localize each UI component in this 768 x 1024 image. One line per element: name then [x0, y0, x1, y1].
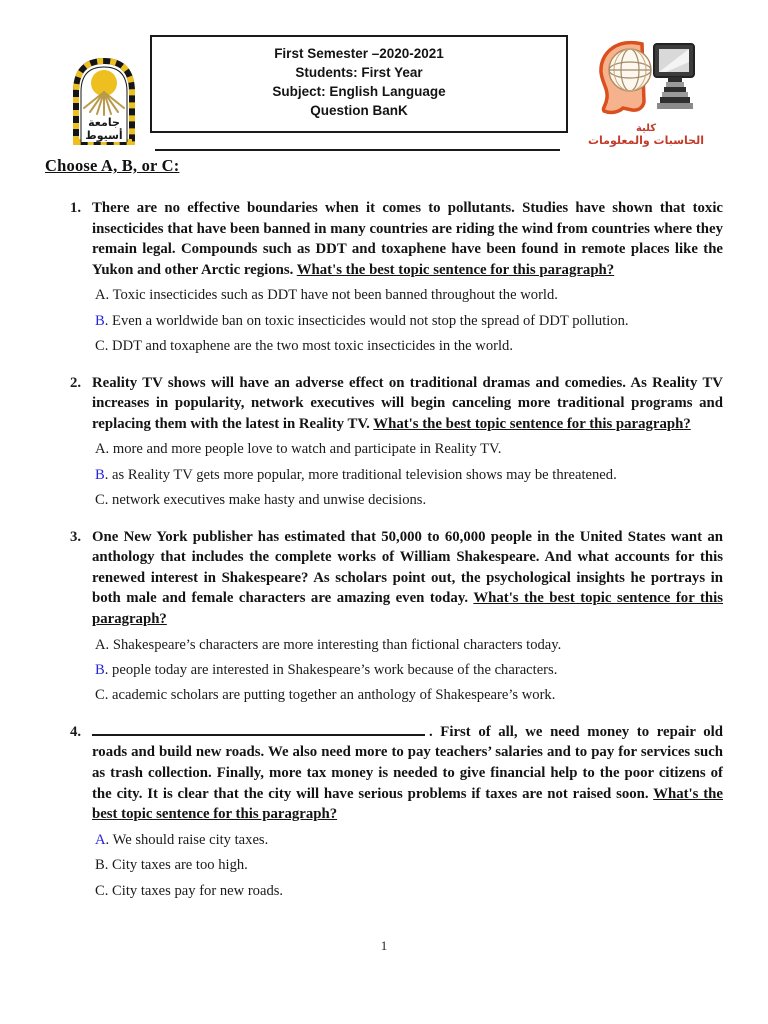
question-prompt: What's the best topic sentence for this paragraph?: [373, 415, 691, 432]
header-line-bank: Question BanK: [310, 103, 408, 118]
option-letter: B: [95, 661, 105, 678]
option-b: B. people today are interested in Shakespeare’s work because of the characters.: [95, 661, 558, 678]
instructions-heading: Choose A, B, or C:: [45, 156, 180, 175]
question-sheet: [45, 156, 723, 917]
option-letter: B: [95, 312, 105, 329]
option-b: B. City taxes are too high.: [95, 857, 248, 874]
question-1: [45, 198, 723, 362]
option-a: A. We should raise city taxes.: [95, 831, 269, 848]
university-arch-icon: [70, 52, 138, 146]
option-letter: A: [95, 441, 106, 458]
question-number: 3.: [70, 528, 82, 545]
option-letter: C: [95, 687, 105, 704]
question-text: There are no effective boundaries when it comes to pollutants. Studies have shown that toxic insecticides that have been banned in many countries are riding the wind from countries where they remain legal. Compounds such as DDT and toxaphene have been found in remote places like the Yukon and other Arctic regions. What's the best topic sentence for this paragraph?: [92, 200, 723, 278]
question-number: 1.: [70, 200, 82, 216]
question-3: [45, 527, 723, 711]
option-a: A. Shakespeare’s characters are more interesting than fictional characters today.: [95, 636, 562, 653]
faculty-computers-information-logo: [588, 38, 704, 147]
header-line-semester: First Semester –2020-2021: [274, 46, 444, 61]
option-c: C. network executives make hasty and unwise decisions.: [95, 492, 427, 509]
option-c: C. DDT and toxaphene are the two most toxic insecticides in the world.: [95, 338, 514, 355]
question-text: Reality TV shows will have an adverse effect on traditional dramas and comedies. As Reality TV increases in popularity, network executives will begin canceling more traditional programs and replacing them with the latest in Reality TV. What's the best topic sentence for this paragraph?: [92, 374, 723, 432]
option-c: C. academic scholars are putting together an anthology of Shakespeare’s work.: [95, 687, 556, 704]
header-line-subject: Subject: English Language: [272, 84, 446, 99]
blank-line: [92, 723, 425, 736]
question-prompt: What's the best topic sentence for this paragraph?: [92, 590, 724, 627]
question-number: 4.: [70, 723, 82, 740]
page-number: 1: [380, 938, 388, 953]
header-line-students: Students: First Year: [295, 65, 423, 80]
option-letter: A: [95, 831, 106, 848]
option-b: B. Even a worldwide ban on toxic insecticides would not stop the spread of DDT pollution.: [95, 312, 629, 329]
question-text: One New York publisher has estimated that 50,000 to 60,000 people in the United States want an anthology that includes the complete works of William Shakespeare. And what accounts for this renewed interest in Shakespeare? As scholars point out, the psychological insights he portrays in both male and female characters are amazing even today. What's the best topic sentence for this paragraph?: [92, 528, 724, 627]
question-number: 2.: [70, 374, 82, 391]
head-globe-computer-icon: [594, 38, 698, 118]
question-prompt: What's the best topic sentence for this paragraph?: [92, 785, 723, 823]
option-letter: C: [95, 492, 105, 509]
options-list: [95, 285, 723, 356]
options-list: [95, 439, 723, 510]
faculty-arabic-line1: كلية: [635, 123, 657, 134]
option-letter: A: [95, 287, 106, 304]
question-prompt: What's the best topic sentence for this paragraph?: [296, 261, 615, 278]
option-a: A. more and more people love to watch and participate in Reality TV.: [95, 441, 502, 458]
option-a: A. Toxic insecticides such as DDT have not been banned throughout the world.: [95, 287, 558, 304]
assiut-university-logo: [70, 52, 138, 146]
option-letter: A: [95, 636, 106, 653]
options-list: [95, 635, 723, 706]
option-letter: C: [95, 338, 105, 355]
question-2: [45, 373, 723, 516]
svg-text:أسيوط: أسيوط: [85, 129, 123, 142]
option-c: C. City taxes pay for new roads.: [95, 882, 284, 899]
header-underline: [155, 149, 560, 151]
option-letter: B: [95, 857, 105, 874]
svg-text:جامعة: جامعة: [88, 116, 120, 129]
faculty-arabic-line2: الحاسبات والمعلومات: [588, 134, 704, 147]
option-letter: B: [95, 466, 105, 483]
header-title-box: [150, 35, 568, 133]
question-4: [45, 722, 723, 906]
option-letter: C: [95, 882, 105, 899]
option-b: B. as Reality TV gets more popular, more traditional television shows may be threatened.: [95, 466, 617, 483]
question-text: . First of all, we need money to repair old roads and build new roads. We also need more to pay teachers’ salaries and to pay for services such as trash collection. Finally, more tax money is needed to give financial help to the poor citizens of the city. It is clear that the city will have serious problems if taxes are not raised soon. What's the best topic sentence for this paragraph?: [92, 723, 723, 823]
options-list: [95, 830, 723, 901]
